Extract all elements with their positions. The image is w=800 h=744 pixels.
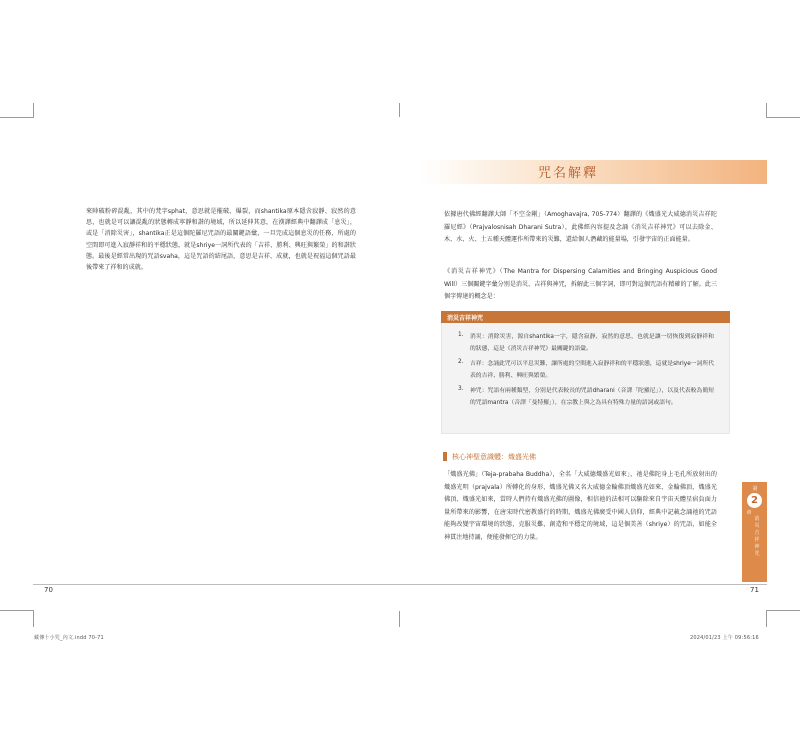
- crop-mark: [399, 611, 400, 627]
- crop-mark: [766, 611, 767, 627]
- left-body-text: 來陣破粉碎混亂，其中的梵字sphat，意思就是摧破、爆裂，而shantika原本隱含寂靜、寂然的意思，也就是可以讓混亂的狀態轉成寧靜和諧的境域，所以延伸其意，在漢譯經典中翻譯成「息災」，或是「消除災害」，shantika正是這個陀羅尼咒語的最關鍵語彙，一旦完成這個息災的任務，所處的空間即可進入寂靜祥和的平穩狀態，就是shriye一詞所代表的「吉祥、勝利、興旺與繁榮」的和諧狀態。最後是經常出現的咒語svaha，這是咒語的結尾語，意思是吉祥、成就，也就是祝福這個咒語最後帶來了祥和的成就。: [86, 208, 356, 272]
- page-bottom-rule: [33, 584, 767, 585]
- body-paragraph-1: 依據唐代佛經翻譯大師「不空金剛」（Amoghavajra, 705-774）翻譯的《熾盛光大威德消災吉祥陀羅尼經》（Prajvalosnisah Dharani Sutra），此佛經內容提及念誦《消災吉祥神咒》可以去除金、木、水、火、土五種天體運作所帶來的災難，還給個人潛藏的能量場，引發宇宙的正面能量。: [444, 211, 717, 243]
- body-paragraph-2: 《消災吉祥神咒》（The Mantra for Dispersing Calamities and Bringing Auspicious Good Will）三個關鍵字彙分別是消災、吉祥與神咒，拆解此三個字詞，即可對這個咒語有精確的了解。此三個字傳達的概念是：: [444, 268, 718, 300]
- crop-mark: [766, 117, 800, 118]
- info-box-title: 消災吉祥神咒: [447, 315, 484, 322]
- file-info-right: 2024/01/23 上午 09:56:16: [690, 635, 759, 641]
- box-item-2: [470, 359, 714, 382]
- crop-mark: [0, 610, 34, 611]
- body-paragraph-3: 「熾盛光佛」（Teja-prabaha Buddha），全名「大威德熾盛光如來」，祂是佛陀身上毛孔所放射出的熾盛光明（prajvala）所轉化的身形，熾盛光佛又名大威德金輪佛頂熾盛光如來、金輪佛頂、熾盛光佛頂、熾盛光如來，當時人們持有熾盛光佛的圖像，相信祂的法相可以驅除來自宇宙天體星宿負面力量所帶來的影響，在唐宋時代密教盛行的時期，熾盛光佛廣受中國人信仰，經典中記載念誦祂的咒語能夠改變宇宙環境的狀態，克服災難，創造和平穩定的境域，這是個美善（shriye）的咒語，如能全神貫注地持誦，便能發揮它的力量。: [444, 471, 717, 541]
- crop-mark: [766, 103, 767, 117]
- item-text: ：念誦此咒可以平息災難，讓所處的空間進入寂靜祥和的平穩狀態，這就是shriye一詞所代表的吉祥、勝利、興旺與繁榮。: [470, 361, 714, 379]
- chapter-tab-bottom-char: 章: [746, 510, 752, 516]
- file-info-left: 藏傳十小咒_內文.indd 70-71: [34, 635, 104, 641]
- right-page-number: 71: [750, 586, 759, 594]
- crop-mark: [33, 611, 34, 627]
- item-term: 神咒: [470, 388, 482, 394]
- left-page-number: 70: [44, 586, 53, 594]
- crop-mark: [33, 103, 34, 117]
- box-item-3: [470, 386, 714, 409]
- item-text: ：咒語有兩種類型，分別是代表較長的咒語dharani（音譯「陀羅尼」），以及代表較為簡短的咒語mantra（音譯「曼特羅」），在宗教上與之為具有特殊力量的語詞或語句。: [470, 388, 714, 406]
- item-number: 2.: [458, 359, 464, 365]
- box-item-1: [470, 332, 714, 355]
- crop-mark: [399, 103, 400, 117]
- item-number: 3.: [458, 386, 464, 392]
- sub-heading-marker: [443, 452, 447, 461]
- item-term: 消災: [470, 334, 482, 340]
- item-number: 1.: [458, 332, 464, 338]
- item-term: 吉祥: [470, 361, 482, 367]
- chapter-tab-label: 消災吉祥神咒: [754, 516, 760, 557]
- sub-heading: 核心神聖意識體：熾盛光佛: [452, 453, 536, 461]
- section-title: 咒名解釋: [538, 166, 599, 181]
- info-box-header: [441, 311, 730, 323]
- item-text: ：消除災害，源自shantika一字，隱含寂靜、寂然的意思，也就是讓一切恢復到寂靜祥和的狀態，這是《消災吉祥神咒》最關鍵的語彙。: [470, 334, 714, 352]
- chapter-tab-top-char: 第: [752, 486, 758, 492]
- crop-mark: [766, 610, 800, 611]
- chapter-number: 2: [747, 493, 762, 508]
- crop-mark: [0, 117, 34, 118]
